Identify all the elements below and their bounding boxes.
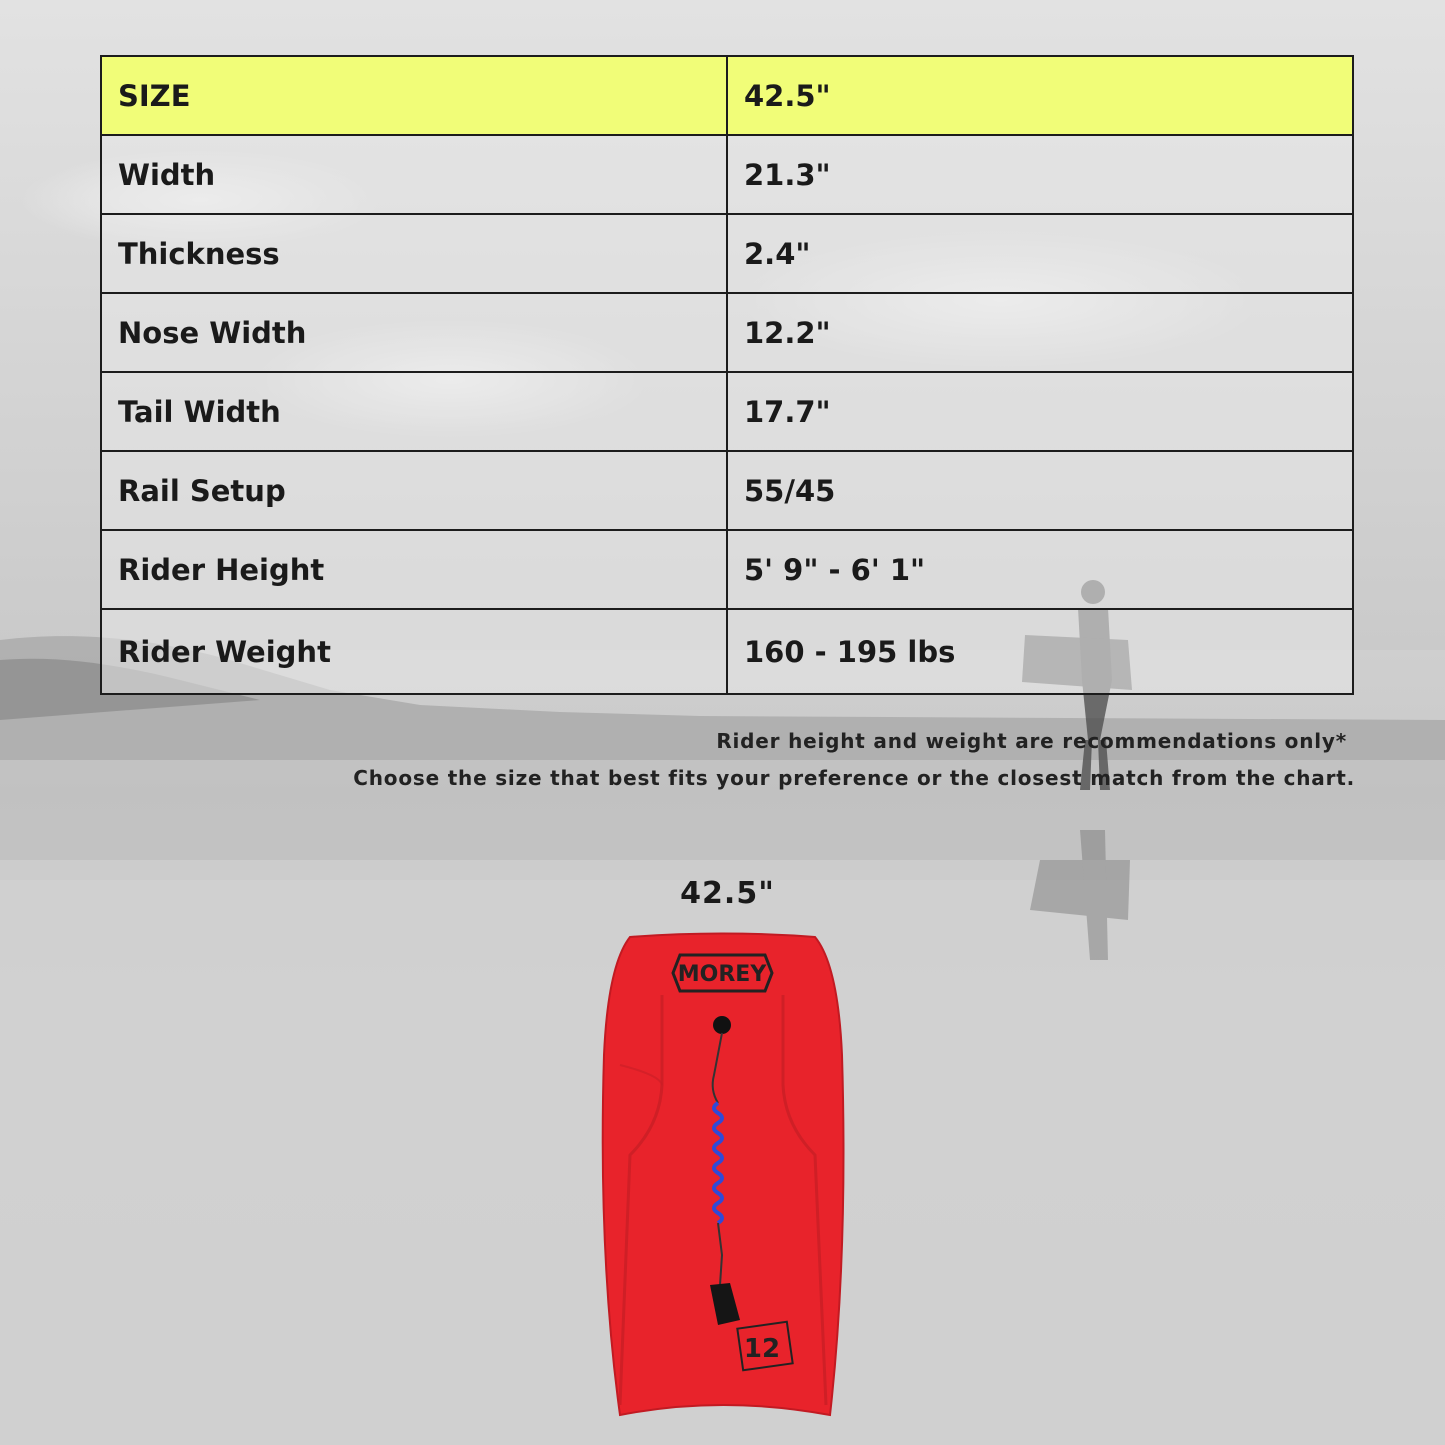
- spec-label: Rider Height: [101, 530, 727, 609]
- spec-label: Rail Setup: [101, 451, 727, 530]
- leash-plug-icon: [713, 1016, 731, 1034]
- board-size-label: 42.5": [680, 876, 775, 911]
- spec-value: 2.4": [727, 214, 1353, 293]
- size-choice-note: Choose the size that best fits your preference or the closest match from the chart.: [353, 766, 1355, 790]
- table-row: [101, 530, 1353, 609]
- size-spec-table: [100, 55, 1354, 695]
- bodyboard-shape: [603, 934, 844, 1416]
- table-header-row: [101, 56, 1353, 135]
- spec-label: Width: [101, 135, 727, 214]
- spec-value: 12.2": [727, 293, 1353, 372]
- morey-logo-icon: [673, 955, 772, 991]
- table-row: [101, 214, 1353, 293]
- table-row: [101, 451, 1353, 530]
- table-row: [101, 135, 1353, 214]
- model-logo-icon: [737, 1322, 792, 1371]
- header-size-value: 42.5": [727, 56, 1353, 135]
- spec-label: Thickness: [101, 214, 727, 293]
- recommendation-note: Rider height and weight are recommendations only*: [716, 729, 1347, 753]
- table-row: [101, 293, 1353, 372]
- spec-label: Nose Width: [101, 293, 727, 372]
- spec-value: 5' 9" - 6' 1": [727, 530, 1353, 609]
- bodyboard-image: [590, 925, 855, 1425]
- spec-label: Tail Width: [101, 372, 727, 451]
- spec-label: Rider Weight: [101, 609, 727, 694]
- spec-value: 17.7": [727, 372, 1353, 451]
- spec-value: 160 - 195 lbs: [727, 609, 1353, 694]
- svg-text:MOREY: MOREY: [677, 962, 767, 987]
- table-row: [101, 609, 1353, 694]
- spec-value: 21.3": [727, 135, 1353, 214]
- table-row: [101, 372, 1353, 451]
- spec-value: 55/45: [727, 451, 1353, 530]
- header-size-label: SIZE: [101, 56, 727, 135]
- svg-text:12: 12: [743, 1334, 781, 1364]
